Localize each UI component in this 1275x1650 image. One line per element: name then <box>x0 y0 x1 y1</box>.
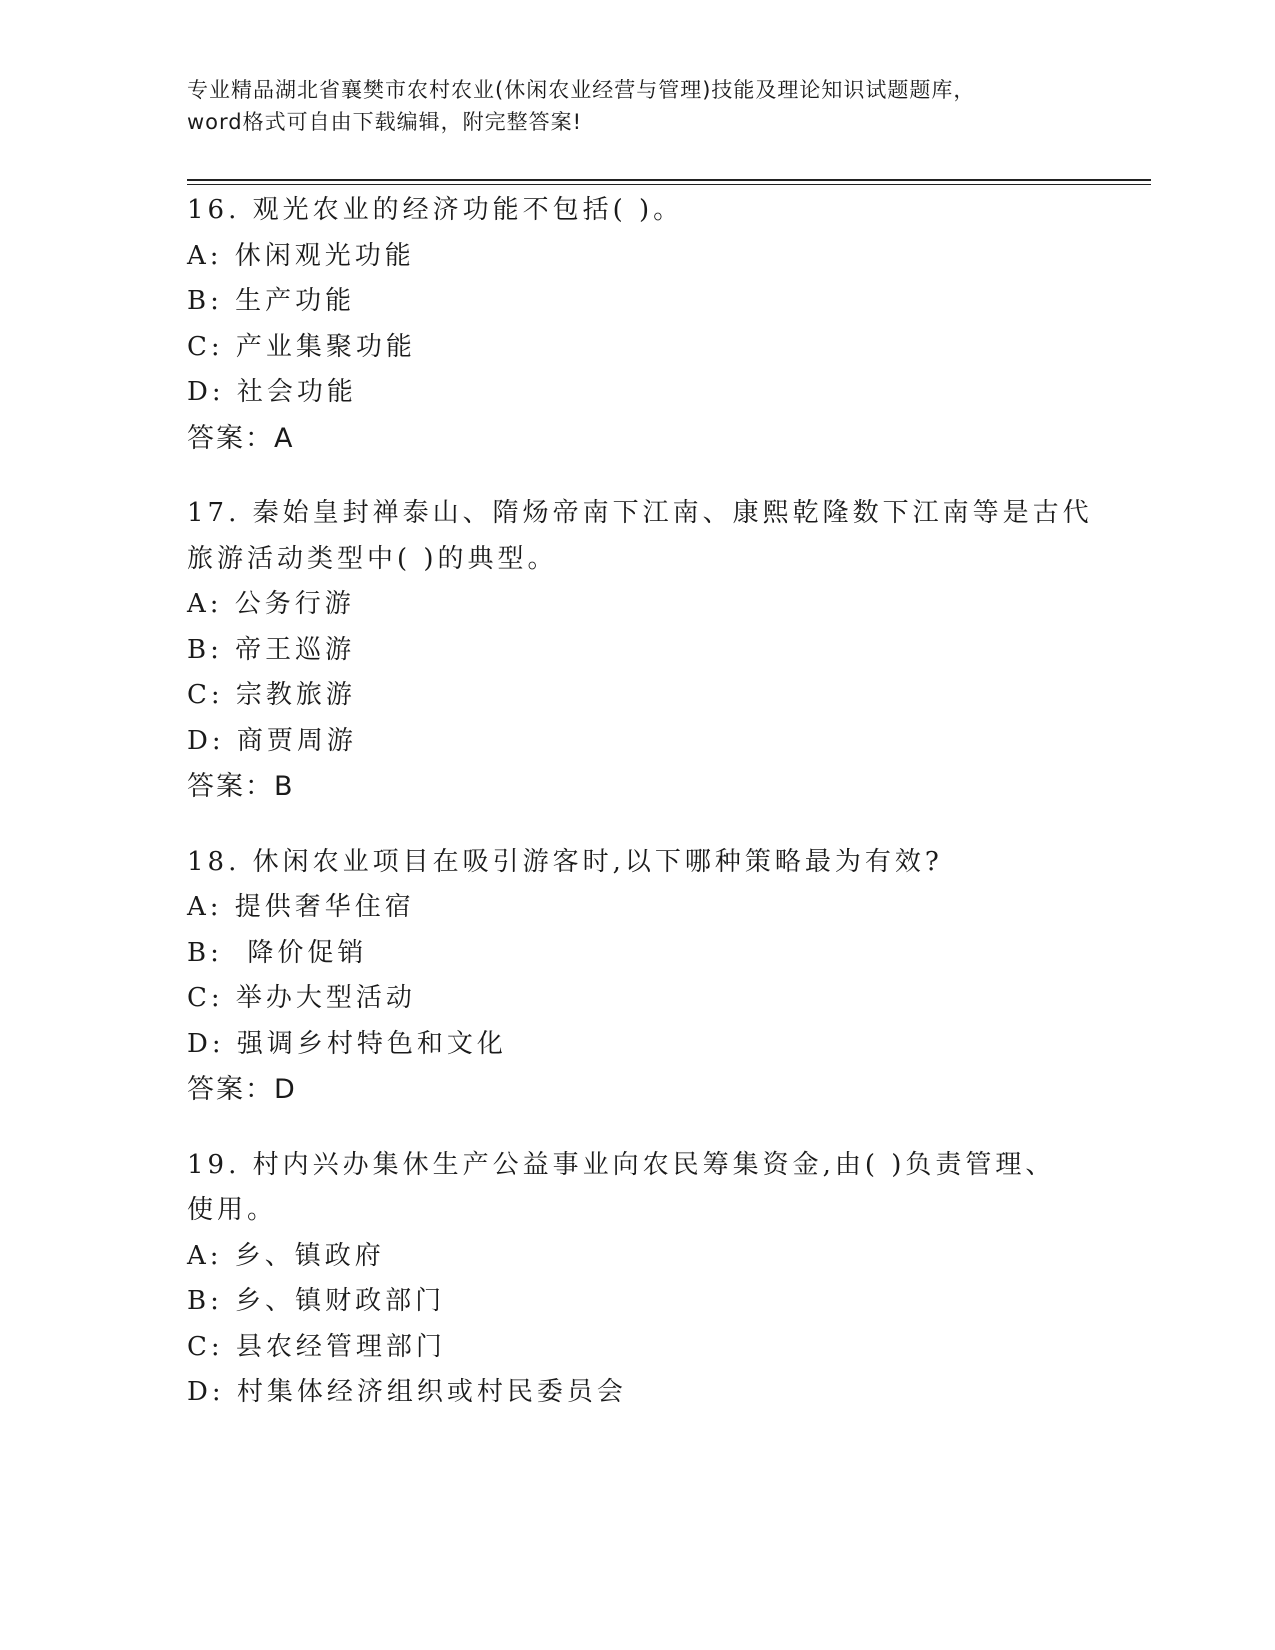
answer-line: 答案：D <box>187 1074 297 1105</box>
document-header <box>187 74 1067 138</box>
option-d: D: 社会功能 <box>187 377 357 407</box>
option-d: D: 村集体经济组织或村民委员会 <box>187 1377 627 1407</box>
question-18 <box>187 840 1087 1113</box>
question-stem: 17. 秦始皇封禅泰山、隋炀帝南下江南、康熙乾隆数下江南等是古代 <box>187 498 1093 528</box>
option-b: B: 生产功能 <box>187 286 356 316</box>
option-b: B: 帝王巡游 <box>187 634 356 665</box>
option-b: B: 降价促销 <box>187 937 368 968</box>
header-divider-thin <box>187 184 1151 185</box>
question-stem-continued: 旅游活动类型中( )的典型。 <box>187 543 558 574</box>
header-title-line-2: word格式可自由下载编辑，附完整答案! <box>187 110 583 134</box>
option-d: D: 强调乡村特色和文化 <box>187 1028 507 1059</box>
option-a: A: 乡、镇政府 <box>187 1240 385 1271</box>
option-c: C: 举办大型活动 <box>187 983 416 1013</box>
question-stem-continued: 使用。 <box>187 1195 278 1225</box>
answer-line: 答案：B <box>187 771 295 802</box>
option-c: C: 县农经管理部门 <box>187 1331 446 1362</box>
option-a: A: 公务行游 <box>187 589 355 619</box>
header-divider-thick <box>187 179 1151 181</box>
question-17 <box>187 491 1093 810</box>
question-stem: 19. 村内兴办集休生产公益事业向农民筹集资金,由( )负责管理、 <box>187 1149 1056 1180</box>
header-title-line-1: 专业精品湖北省襄樊市农村农业(休闲农业经营与管理)技能及理论知识试题题库， <box>187 78 976 102</box>
option-c: C: 产业集聚功能 <box>187 331 416 362</box>
question-16 <box>187 188 1087 461</box>
option-b: B: 乡、镇财政部门 <box>187 1286 446 1316</box>
question-19 <box>187 1143 1087 1416</box>
answer-line: 答案：A <box>187 422 295 454</box>
question-stem: 18. 休闲农业项目在吸引游客时,以下哪种策略最为有效? <box>187 846 943 877</box>
question-stem: 16. 观光农业的经济功能不包括( )。 <box>187 195 684 225</box>
option-a: A: 休闲观光功能 <box>187 240 415 271</box>
option-d: D: 商贾周游 <box>187 725 357 756</box>
option-a: A: 提供奢华住宿 <box>187 892 415 922</box>
option-c: C: 宗教旅游 <box>187 680 356 710</box>
question-list <box>187 188 1093 1446</box>
